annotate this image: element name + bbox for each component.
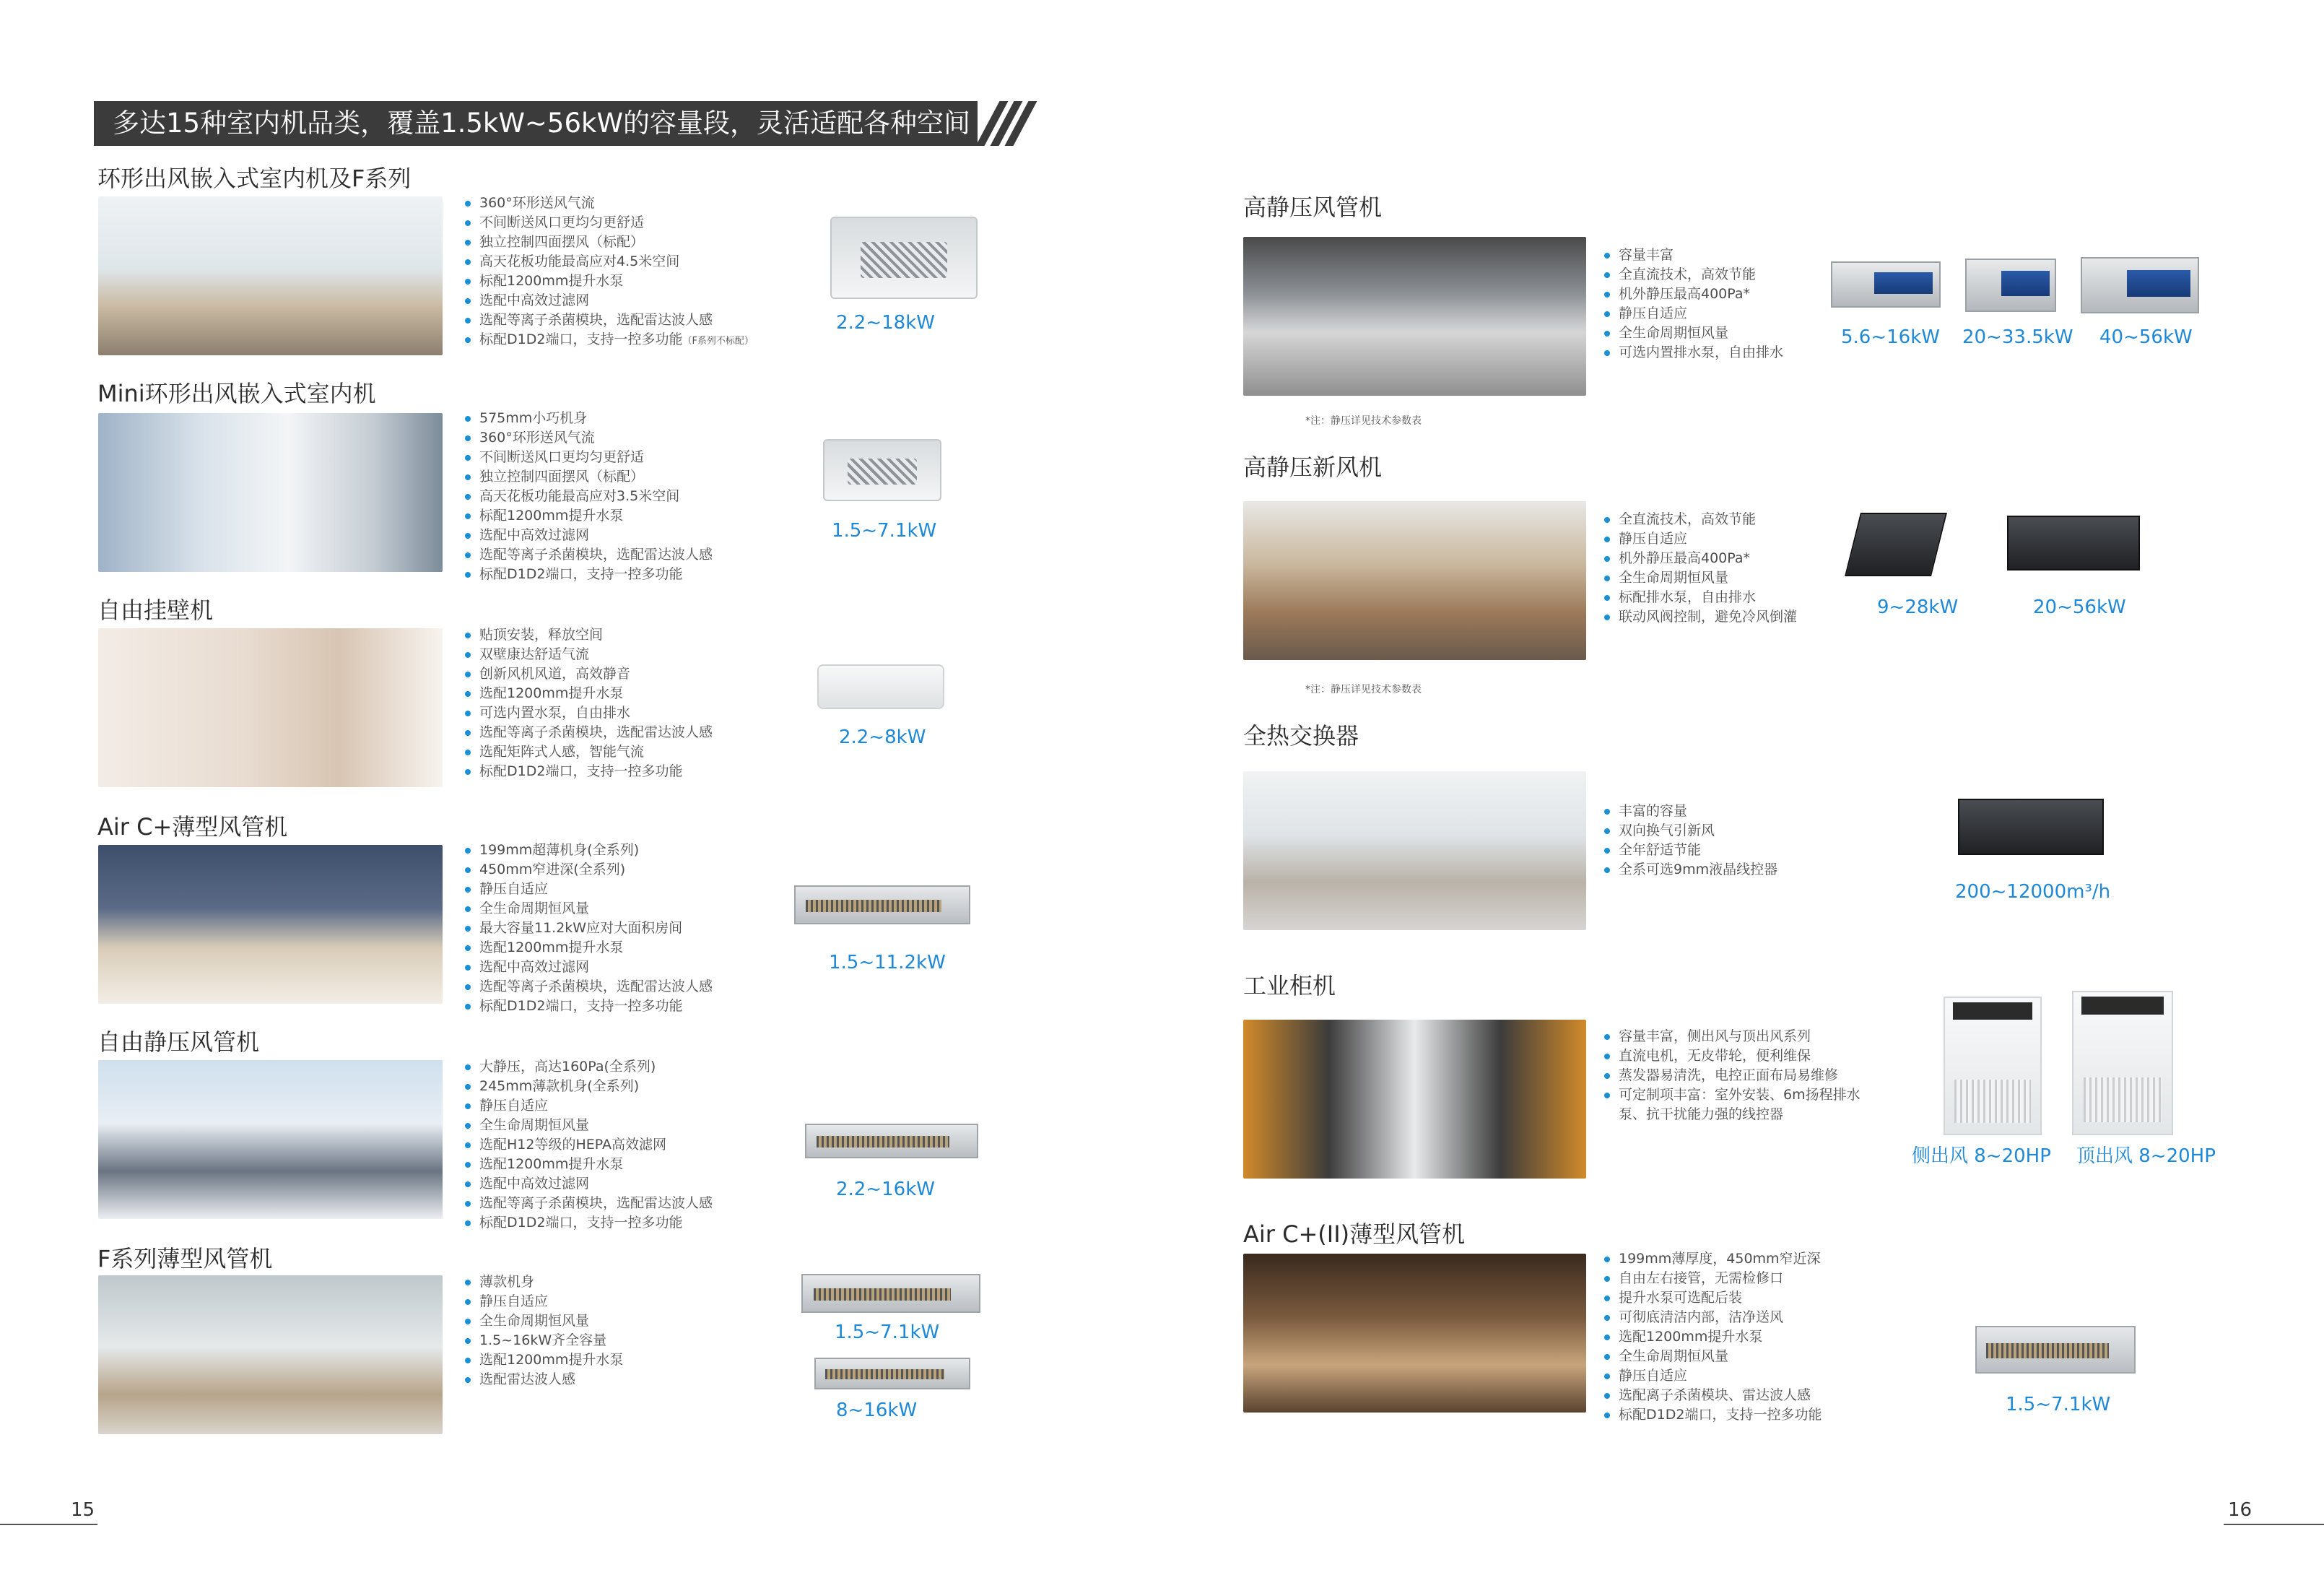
static-pressure-duct-unit-image — [805, 1124, 978, 1158]
station-photo — [1243, 237, 1586, 396]
section-title: 高静压风管机 — [1243, 194, 1383, 221]
heat-exchanger-image — [1958, 799, 2104, 855]
bedroom-photo — [98, 845, 443, 1004]
fresh-air-unit-image — [2007, 516, 2140, 570]
office-photo — [98, 196, 443, 355]
side-outlet-cabinet-image — [1944, 997, 2042, 1135]
feature-list: 199mm超薄机身(全系列) 450mm窄进深(全系列) 静压自适应 全生命周期恒风量 最大容量11.2kW应对大面积房间 选配1200mm提升水泵 选配中高效过滤网 选配等离子杀菌模块，选配雷达波人感 标配D1D2端口，支持一控多功能 — [464, 841, 713, 1016]
page-number: 15 — [71, 1499, 95, 1521]
page-rule — [2224, 1524, 2324, 1525]
section-title: 工业柜机 — [1243, 972, 1336, 999]
banner-title: 多达15种室内机品类，覆盖1.5kW~56kW的容量段，灵活适配各种空间 — [113, 108, 971, 139]
capacity-label: 2.2~18kW — [836, 312, 935, 334]
hotel-lobby-photo — [1243, 1254, 1586, 1413]
high-static-duct-image — [1831, 261, 1941, 308]
header-banner — [94, 101, 978, 146]
fresh-air-unit-image — [1845, 513, 1947, 576]
capacity-label: 40~56kW — [2099, 326, 2193, 348]
capacity-label: 2.2~16kW — [836, 1179, 935, 1200]
capacity-label: 1.5~7.1kW — [835, 1322, 940, 1343]
high-static-duct-image — [1965, 259, 2056, 312]
cassette-unit-image — [830, 217, 978, 299]
glass-office-photo — [98, 1275, 443, 1434]
section-title: Air C+(II)薄型风管机 — [1243, 1220, 1466, 1248]
section-title: 环形出风嵌入式室内机及F系列 — [97, 165, 412, 192]
feature-list: 全直流技术，高效节能 静压自适应 机外静压最高400Pa* 全生命周期恒风量 标配排水泵，自由排水 联动风阀控制，避免冷风倒灌 — [1603, 510, 1797, 627]
air-c-ii-duct-unit-image — [1975, 1326, 2136, 1374]
capacity-label: 20~33.5kW — [1962, 326, 2073, 348]
feature-list: 贴顶安装，释放空间 双壁康达舒适气流 创新风机风道，高效静音 选配1200mm提升水泵 可选内置水泵，自由排水 选配等离子杀菌模块，选配雷达波人感 选配矩阵式人感，智能气流 标配D1D2端口，支持一控多功能 — [464, 625, 713, 781]
feature-list: 199mm薄厚度，450mm窄近深 自由左右接管，无需检修口 提升水泵可选配后装 可彻底清洁内部，洁净送风 选配1200mm提升水泵 全生命周期恒风量 静压自适应 选配离子杀菌模块、雷达波人感 标配D1D2端口，支持一控多功能 — [1603, 1249, 1822, 1425]
section-title: Air C+薄型风管机 — [97, 813, 288, 841]
footnote: *注：静压详见技术参数表 — [1305, 415, 1422, 427]
mall-photo — [1243, 501, 1586, 660]
high-static-duct-image — [2081, 257, 2199, 313]
f-series-duct-unit-image — [801, 1274, 980, 1313]
feature-list: 大静压，高达160Pa(全系列) 245mm薄款机身(全系列) 静压自适应 全生命周期恒风量 选配H12等级的HEPA高效滤网 选配1200mm提升水泵 选配中高效过滤网 选配等离子杀菌模块，选配雷达波人感 标配D1D2端口，支持一控多功能 — [464, 1057, 713, 1233]
car-factory-photo — [1243, 1020, 1586, 1179]
section-title: 高静压新风机 — [1243, 454, 1383, 481]
business-meeting-photo — [98, 1060, 443, 1219]
meeting-room-photo — [98, 413, 443, 572]
page-rule — [0, 1524, 97, 1525]
capacity-label: 2.2~8kW — [839, 726, 926, 748]
section-title: 自由挂壁机 — [97, 596, 214, 624]
feature-list: 丰富的容量 双向换气引新风 全年舒适节能 全系可选9mm液晶线控器 — [1603, 802, 1777, 880]
feature-list: 360°环形送风气流 不间断送风口更均匀更舒适 独立控制四面摆风（标配） 高天花板功能最高应对4.5米空间 标配1200mm提升水泵 选配中高效过滤网 选配等离子杀菌模块，选配雷达波人感 标配D1D2端口，支持一控多功能（F系列不标配） — [464, 194, 754, 351]
slim-duct-unit-image — [794, 885, 970, 924]
f-series-duct-unit-image — [814, 1358, 970, 1389]
capacity-label: 顶出风 8~20HP — [2076, 1145, 2216, 1167]
section-title: 全热交换器 — [1243, 722, 1359, 750]
section-title: F系列薄型风管机 — [97, 1245, 273, 1272]
capacity-label: 侧出风 8~20HP — [1912, 1145, 2051, 1167]
section-title: Mini环形出风嵌入式室内机 — [97, 380, 376, 407]
mini-cassette-unit-image — [823, 439, 941, 501]
capacity-label: 1.5~7.1kW — [832, 520, 937, 542]
capacity-label: 9~28kW — [1877, 596, 1959, 618]
wall-unit-image — [817, 664, 944, 709]
section-title: 自由静压风管机 — [97, 1028, 260, 1056]
atrium-photo — [1243, 771, 1586, 930]
feature-list: 容量丰富，侧出风与顶出风系列 直流电机，无皮带轮，便利维保 蒸发器易清洗，电控正面布局易维修 可定制项丰富：室外安装、6m扬程排水 泵、抗干扰能力强的线控器 — [1603, 1027, 1860, 1124]
feature-list: 容量丰富 全直流技术，高效节能 机外静压最高400Pa* 静压自适应 全生命周期恒风量 可选内置排水泵，自由排水 — [1603, 246, 1783, 363]
capacity-label: 1.5~7.1kW — [2006, 1394, 2111, 1415]
top-outlet-cabinet-image — [2072, 991, 2173, 1135]
footnote: *注：静压详见技术参数表 — [1305, 684, 1422, 695]
capacity-label: 200~12000m³/h — [1955, 881, 2111, 903]
capacity-label: 1.5~11.2kW — [829, 952, 946, 973]
capacity-label: 5.6~16kW — [1841, 326, 1940, 348]
page-number: 16 — [2228, 1499, 2253, 1521]
feature-list: 575mm小巧机身 360°环形送风气流 不间断送风口更均匀更舒适 独立控制四面摆风（标配） 高天花板功能最高应对3.5米空间 标配1200mm提升水泵 选配中高效过滤网 选配等离子杀菌模块，选配雷达波人感 标配D1D2端口，支持一控多功能 — [464, 409, 713, 584]
capacity-label: 8~16kW — [836, 1400, 918, 1421]
capacity-label: 20~56kW — [2033, 596, 2126, 618]
family-photo — [98, 628, 443, 787]
feature-list: 薄款机身 静压自适应 全生命周期恒风量 1.5~16kW齐全容量 选配1200mm提升水泵 选配雷达波人感 — [464, 1272, 623, 1389]
